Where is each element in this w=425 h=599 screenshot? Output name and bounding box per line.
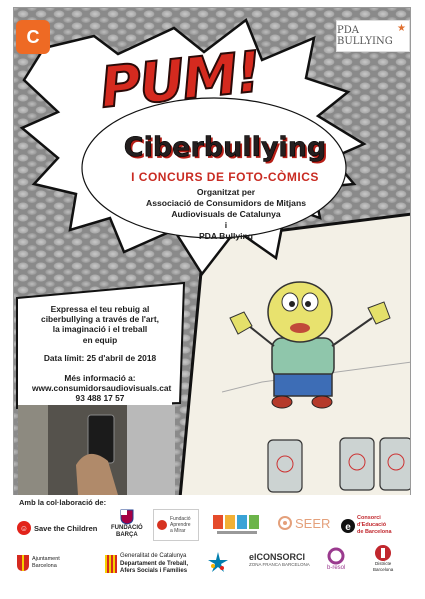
save-the-children-logo — [17, 521, 97, 535]
pda-bullying-logo — [336, 20, 410, 52]
logo-glyph: C — [26, 26, 40, 47]
comic-character-illustration — [222, 242, 411, 498]
ajuntament-barcelona-logo — [17, 555, 60, 571]
contest-subtitle: I CONCURS DE FOTO-CÒMICS — [131, 170, 319, 184]
barca-crest-icon — [120, 509, 134, 525]
organizer-line: Audiovisuals de Catalunya — [171, 209, 281, 219]
elconsorci-text: elCONSORCI — [249, 552, 306, 562]
generalitat-line1: Generalitat de Catalunya — [120, 553, 187, 559]
el-consorci-logo — [249, 553, 310, 568]
organizer-line: Associació de Consumidors de Mitjans — [146, 198, 306, 208]
districte-icon — [375, 545, 391, 561]
districte-line1: Districte — [375, 561, 392, 566]
more-info-label: Més informació a: — [64, 373, 136, 384]
aprendre-icon — [156, 519, 168, 531]
svg-text:e: e — [345, 521, 351, 533]
aprendre-a-mirar-logo — [153, 509, 199, 541]
b-resol-text: b-resol — [327, 565, 346, 571]
organizer-line: Organitzat per — [196, 187, 256, 197]
consorci-e-icon — [341, 519, 355, 533]
pum-burst-text: PUM! — [97, 39, 263, 122]
photo-hand-phone — [18, 405, 128, 495]
b-resol-icon — [327, 547, 345, 565]
organizer-line: PDA Bullying — [198, 231, 254, 241]
b-resol-logo — [327, 547, 345, 571]
ajuntament-shield-icon — [17, 555, 29, 571]
sponsors-section — [13, 495, 411, 594]
districte-line2: Barcelona — [373, 566, 394, 572]
svg-text:☺: ☺ — [19, 524, 29, 533]
organizer-text — [132, 187, 320, 242]
consorci-text — [357, 515, 411, 536]
pda-logo-text: PDA BULLYING — [337, 25, 393, 47]
photo-wall — [127, 405, 175, 495]
deadline: Data límit: 25 d'abril de 2018 — [43, 352, 157, 363]
consumidors-logo — [16, 20, 50, 54]
website-link[interactable]: www.consumidorsaudiovisuals.cat — [32, 383, 172, 394]
save-children-icon — [17, 521, 31, 535]
photo-illustration — [18, 405, 128, 495]
save-children-text: Save the Children — [34, 523, 98, 533]
nace-logo — [213, 513, 261, 537]
consorci-educacio-logo — [341, 515, 411, 536]
caixa-star-logo — [207, 551, 229, 573]
seer-flower-icon — [277, 515, 293, 531]
seer-text: SEER — [295, 515, 331, 531]
phone-number: 93 488 17 57 — [75, 393, 125, 404]
barca-line2: BARÇA — [116, 532, 138, 538]
ajuntament-text — [32, 556, 60, 570]
tagline-line: Expressa el teu rebuig al — [50, 304, 150, 314]
aprendre-line1: Fundació — [170, 516, 191, 522]
pda-star-icon: ★ — [397, 23, 406, 34]
seer-logo — [277, 515, 330, 531]
info-panel — [28, 302, 172, 406]
aprendre-text — [170, 516, 191, 534]
sponsors-heading: Amb la col·laboració de: — [19, 498, 107, 507]
tagline-line: en equip — [82, 334, 118, 345]
ajuntament-line1: Ajuntament — [32, 556, 60, 562]
tagline-line: ciberbullying a través de l'art, — [41, 314, 159, 325]
fundacio-barca-logo — [111, 509, 143, 539]
organizer-line: i — [224, 220, 228, 230]
ajuntament-line2: Barcelona — [32, 563, 57, 569]
caixa-star-icon — [207, 551, 229, 573]
districte-logo — [373, 545, 393, 572]
tagline — [28, 302, 172, 347]
nace-icon — [213, 513, 261, 537]
generalitat-icon — [105, 555, 117, 573]
consorci-line1: Consorci d'Educació — [357, 515, 387, 528]
aprendre-line3: a Mirar — [170, 528, 186, 534]
main-title: Ciberbullying — [123, 132, 327, 163]
elconsorci-subtitle: ZONA FRANCA BARCELONA — [249, 562, 310, 567]
barca-line1: FUNDACIÓ — [111, 525, 143, 531]
aprendre-line2: Aprendre — [170, 522, 191, 528]
generalitat-text — [120, 553, 188, 576]
generalitat-line2: Departament de Treball, — [120, 560, 189, 567]
generalitat-line3: Afers Socials i Famílies — [120, 568, 188, 574]
consorci-line2: de Barcelona — [357, 529, 392, 535]
generalitat-logo — [105, 553, 188, 576]
tagline-line: la imaginació i el treball — [52, 324, 148, 335]
